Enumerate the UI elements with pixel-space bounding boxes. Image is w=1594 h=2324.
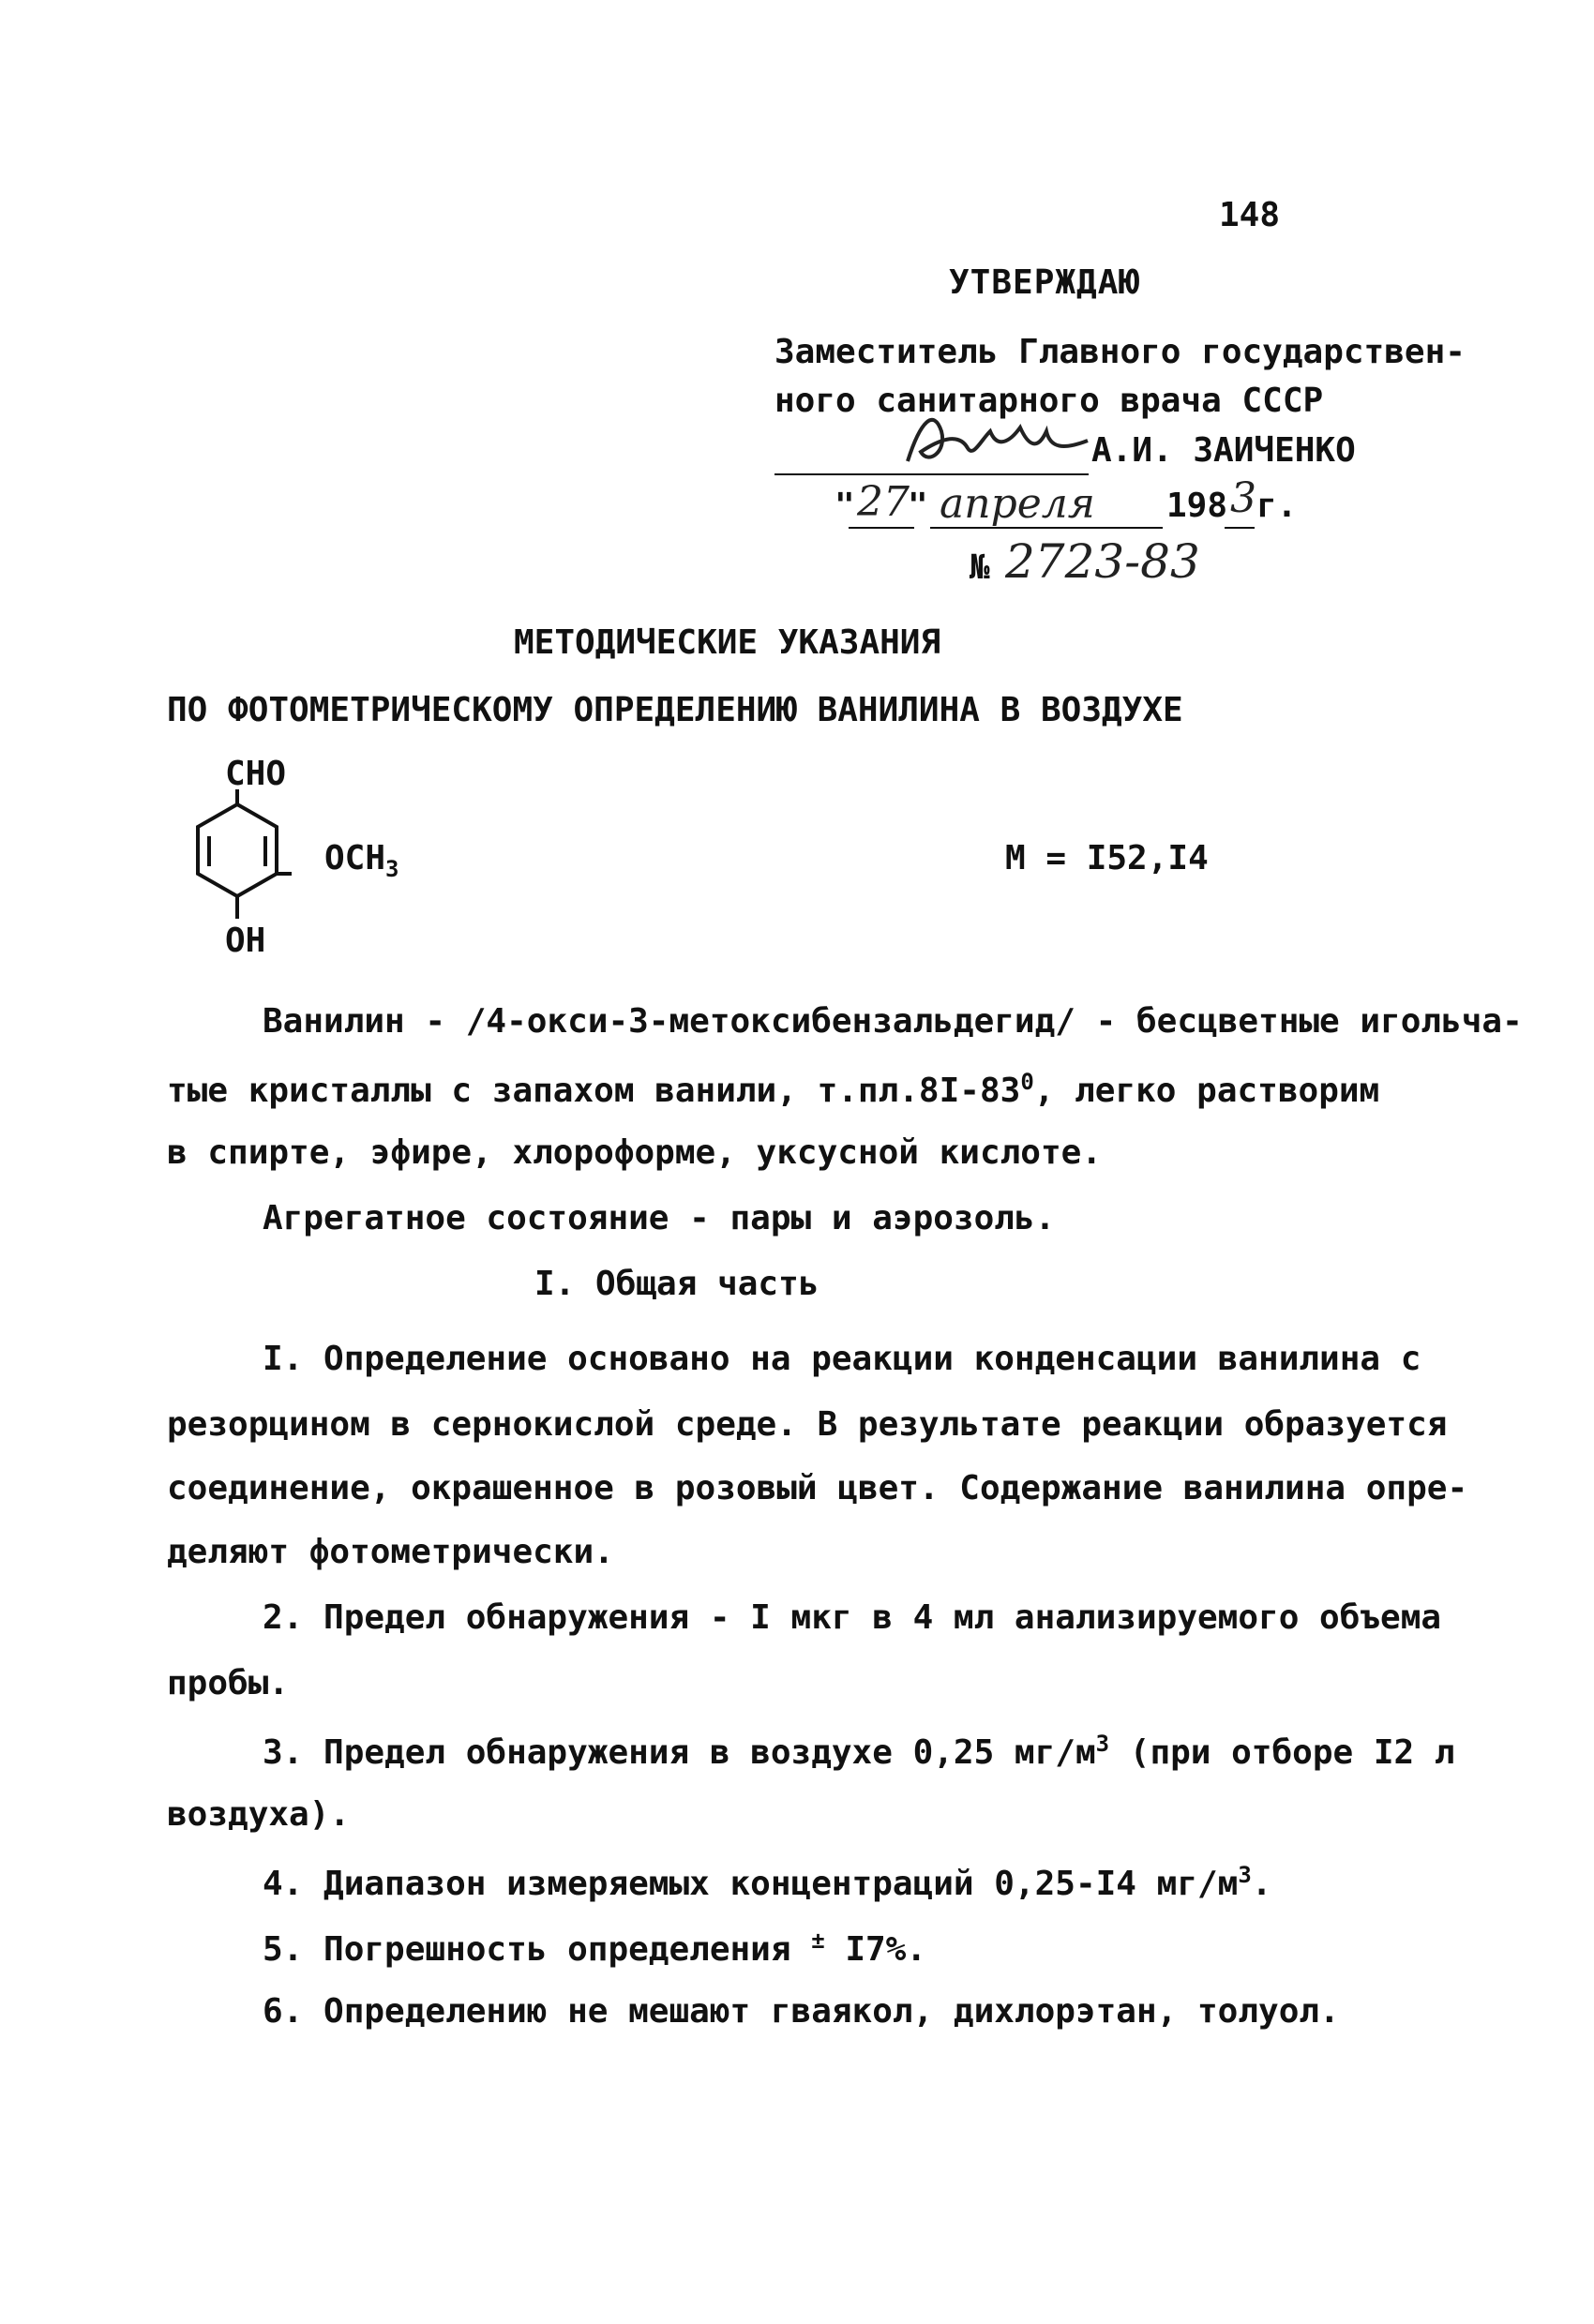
item2-line1: 2. Предел обнаружения - I мкг в 4 мл анализируемого объема xyxy=(263,1598,1442,1637)
signatory-name: А.И. ЗАИЧЕНКО xyxy=(1091,431,1356,470)
date-close-quote: " xyxy=(908,487,928,525)
description-line2-b: , легко растворим xyxy=(1033,1072,1380,1110)
formula-och3 xyxy=(324,839,399,883)
approval-line2: ного санитарного врача СССР xyxy=(774,382,1324,420)
number-value: 2723-83 xyxy=(1005,534,1200,589)
item1-line2: резорцином в сернокислой среде. В результате реакции образуется xyxy=(167,1405,1448,1444)
formula-oh: OH xyxy=(225,922,266,960)
approval-heading: УТВЕРЖДАЮ xyxy=(949,263,1141,302)
description-line2 xyxy=(167,1071,1379,1108)
date-year-digit: 3 xyxy=(1230,474,1256,522)
signature-scribble xyxy=(900,403,1097,478)
item4-line-a: 4. Диапазон измеряемых концентраций 0,25-I4 мг/м xyxy=(263,1865,1239,1903)
item3-line1 xyxy=(263,1732,1455,1770)
page-number: 148 xyxy=(1219,196,1281,234)
item6-line: 6. Определению не мешают гваякол, дихлорэтан, толуол. xyxy=(263,1992,1340,2031)
item4-superscript: 3 xyxy=(1238,1862,1252,1888)
molar-mass: M = I52,I4 xyxy=(1005,839,1209,877)
approval-line1: Заместитель Главного государствен- xyxy=(774,333,1466,371)
number-label: № xyxy=(970,548,990,587)
item3-line1-b: (при отборе I2 л xyxy=(1109,1733,1455,1772)
signature xyxy=(900,403,1097,491)
date-month-underline xyxy=(930,527,1163,529)
item5-plus-minus: ± xyxy=(811,1927,825,1954)
date-day-underline xyxy=(849,527,914,529)
item4-line xyxy=(263,1864,1271,1901)
description-line3: в спирте, эфире, хлороформе, уксусной кислоте. xyxy=(167,1133,1102,1172)
item5-line xyxy=(263,1929,926,1967)
title-line2: ПО ФОТОМЕТРИЧЕСКОМУ ОПРЕДЕЛЕНИЮ ВАНИЛИНА В ВОЗДУХЕ xyxy=(167,691,1183,729)
description-line1: Ванилин - /4-окси-3-метоксибензальдегид/ - бесцветные игольча- xyxy=(263,1002,1523,1041)
item1-line3: соединение, окрашенное в розовый цвет. Содержание ванилина опре- xyxy=(167,1469,1468,1507)
item5-line-a: 5. Погрешность определения xyxy=(263,1930,812,1969)
date-year-underline xyxy=(1225,527,1255,529)
description-line2-a: тые кристаллы с запахом ванили, т.пл.8I-83 xyxy=(167,1072,1021,1110)
item1-line1: I. Определение основано на реакции конденсации ванилина с xyxy=(263,1340,1421,1378)
item5-line-b: I7%. xyxy=(824,1930,927,1969)
formula-cho: CHO xyxy=(225,755,287,793)
date-month: апреля xyxy=(940,480,1095,528)
aggregate-state: Агрегатное состояние - пары и аэрозоль. xyxy=(263,1199,1056,1237)
item3-line1-a: 3. Предел обнаружения в воздухе 0,25 мг/м xyxy=(263,1733,1096,1772)
item2-line2: пробы. xyxy=(167,1664,290,1702)
formula-och: OCH xyxy=(324,839,386,877)
date-day: 27 xyxy=(857,478,910,526)
date-year-suffix: г. xyxy=(1256,487,1298,525)
item4-line-b: . xyxy=(1251,1865,1272,1903)
benzene-ring xyxy=(183,787,295,928)
section-heading: I. Общая часть xyxy=(534,1265,820,1303)
description-line2-degree: 0 xyxy=(1020,1069,1034,1095)
formula-och-subscript: 3 xyxy=(385,856,399,883)
date-year-prefix: 198 xyxy=(1166,487,1228,525)
item3-line2: воздуха). xyxy=(167,1795,351,1834)
date-open-quote: " xyxy=(835,487,855,525)
title-line1: МЕТОДИЧЕСКИЕ УКАЗАНИЯ xyxy=(514,623,941,662)
item1-line4: деляют фотометрически. xyxy=(167,1533,614,1571)
item3-superscript: 3 xyxy=(1095,1731,1110,1757)
